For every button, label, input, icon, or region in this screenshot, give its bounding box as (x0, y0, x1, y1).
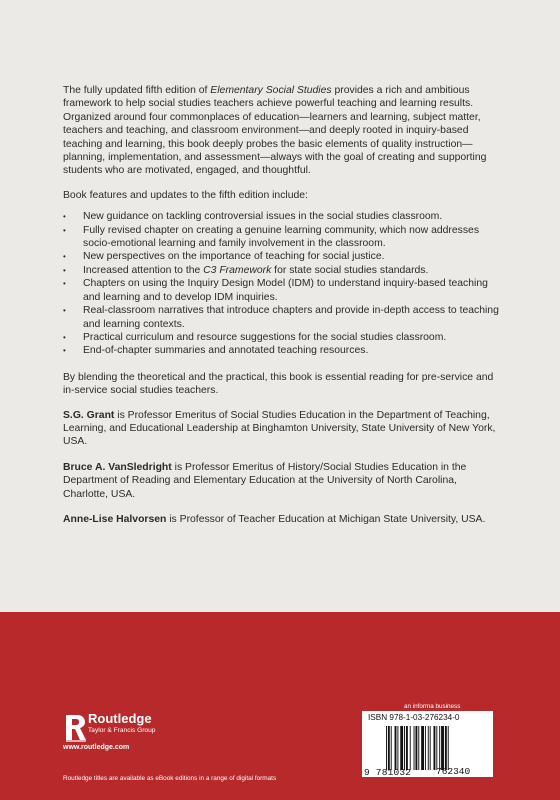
author-name: S.G. Grant (63, 409, 115, 421)
feature-text: Increased attention to the (83, 264, 204, 276)
book-title: Elementary Social Studies (210, 85, 332, 96)
barcode-bar (425, 726, 426, 770)
feature-italic: C3 Framework (203, 264, 272, 276)
publisher-name: Routledge (88, 711, 152, 726)
feature-item: • Chapters on using the Inquiry Design Model (IDM) to understand inquiry-based teaching and learning and to develop IDM inquiries. (63, 277, 503, 304)
barcode-bar (391, 726, 392, 770)
barcode-bar (441, 726, 444, 770)
feature-item: • Real-classroom narratives that introduce chapters and provide in-depth access to teaching and learning contexts. (63, 304, 503, 331)
blurb (63, 84, 503, 538)
barcode-bar (414, 726, 415, 770)
feature-text: for state social studies standards. (271, 264, 429, 276)
feature-item: • New perspectives on the importance of teaching for social justice. (63, 250, 503, 263)
barcode-bar (439, 726, 440, 770)
closing-paragraph: By blending the theoretical and the practical, this book is essential reading for pre-service and in-service social studies teachers. (63, 371, 494, 397)
barcode-digits-first: 9 781032 (364, 767, 412, 778)
informa-tagline: an informa business (404, 703, 461, 710)
barcode-bar (434, 726, 436, 770)
author-bio-text: is Professor Emeritus of Social Studies Education in the Department of Teaching, Learning, and Educational Leadership at Binghamton University, State University of New York, USA. (63, 409, 496, 448)
barcode-bar (388, 726, 390, 770)
barcode-bar (430, 726, 431, 770)
barcode-bar (418, 726, 419, 770)
barcode-bar (404, 726, 405, 770)
barcode-icon (386, 726, 486, 770)
features-list (63, 210, 503, 357)
feature-item (63, 264, 503, 277)
feature-item: • Fully revised chapter on creating a genuine learning community, which now addresses socio-emotional learning and family involvement in the classroom. (63, 224, 503, 251)
barcode-bar (428, 726, 429, 770)
author-bio (63, 513, 503, 526)
barcode-bar (410, 726, 411, 770)
feature-item: • End-of-chapter summaries and annotated teaching resources. (63, 344, 503, 357)
publisher-website: www.routledge.com (63, 744, 130, 751)
barcode-bar (406, 726, 408, 770)
barcode-bar (415, 726, 417, 770)
barcode-bar (436, 726, 437, 770)
barcode-bar (400, 726, 403, 770)
author-name: Bruce A. VanSledright (63, 461, 172, 473)
ebook-note: Routledge titles are available as eBook editions in a range of digital formats (63, 775, 277, 782)
barcode-bar (448, 726, 449, 770)
isbn-label: ISBN 978-1-03-276234-0 (368, 713, 460, 722)
intro-paragraph (63, 84, 503, 178)
barcode-bar (386, 726, 387, 770)
author-bio-text: is Professor Emeritus of History/Social Studies Education in the Department of Reading and Elementary Education at the University of North Carolina, Charlotte, USA. (63, 461, 467, 500)
barcode-bar (445, 726, 447, 770)
feature-item: • Practical curriculum and resource suggestions for the social studies classroom. (63, 331, 503, 344)
author-name: Anne-Lise Halvorsen (63, 513, 167, 525)
barcode-digits-second: 762340 (436, 766, 471, 777)
publisher-group: Taylor & Francis Group (88, 727, 156, 734)
author-bio (63, 409, 503, 449)
author-bio-text: is Professor of Teacher Education at Michigan State University, USA. (166, 513, 486, 525)
features-lead: Book features and updates to the fifth edition include: (63, 189, 308, 201)
barcode-bar (395, 726, 397, 770)
intro-lead: The fully updated fifth edition of (63, 85, 211, 96)
barcode-bar (397, 726, 398, 770)
author-bio (63, 461, 503, 501)
feature-item: • New guidance on tackling controversial issues in the social studies classroom. (63, 210, 503, 223)
intro-body: provides a rich and ambitious framework to help social studies teachers achieve powerful teaching and learning results. Organized around four commonplaces of education—learners and learning, subject matter, teachers and teaching, and classroom environment—and deeply rooted in inquiry-based teaching and learning, this book deeply probes the basic elements of quality instruction—planning, implementation, and assessment—always with the goal of creating and supporting students who are motivated, engaged, and thoughtful. (63, 85, 487, 177)
barcode-bar (421, 726, 424, 770)
